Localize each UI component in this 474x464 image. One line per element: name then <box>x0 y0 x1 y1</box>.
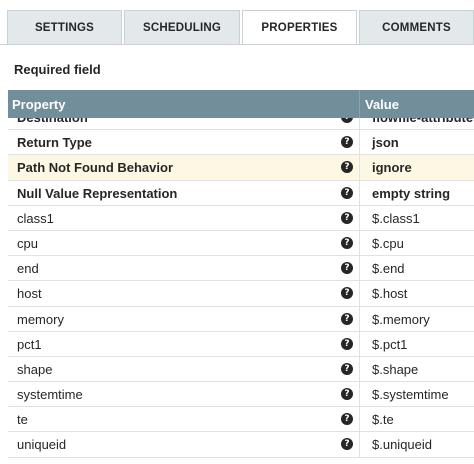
table-header <box>8 90 474 118</box>
help-icon[interactable]: ? <box>341 237 353 249</box>
property-name: Return Type <box>17 135 92 151</box>
table-row[interactable] <box>8 357 474 382</box>
tab-settings[interactable]: SETTINGS <box>7 10 122 44</box>
property-value[interactable]: empty string <box>372 185 451 201</box>
property-value[interactable]: $.systemtime <box>372 387 449 403</box>
help-icon[interactable]: ? <box>341 136 353 148</box>
tab-comments[interactable]: COMMENTS <box>359 10 474 44</box>
column-divider <box>359 231 360 255</box>
help-icon[interactable]: ? <box>341 187 353 199</box>
property-name: host <box>17 286 42 302</box>
property-name: end <box>17 261 39 277</box>
help-icon[interactable]: ? <box>341 313 353 325</box>
help-icon[interactable]: ? <box>341 161 353 173</box>
column-header-value[interactable]: Value <box>365 97 399 112</box>
help-icon[interactable]: ? <box>341 338 353 350</box>
table-row[interactable] <box>8 307 474 332</box>
property-name: uniqueid <box>17 437 67 453</box>
required-field-label: Required field <box>14 62 101 77</box>
property-value[interactable]: $.cpu <box>372 235 404 251</box>
property-name: pct1 <box>17 336 42 352</box>
property-name: Null Value Representation <box>17 185 178 201</box>
column-divider <box>359 90 360 118</box>
property-name: Path Not Found Behavior <box>17 160 173 176</box>
property-name: te <box>17 412 28 428</box>
table-row[interactable] <box>8 407 474 432</box>
column-header-property[interactable]: Property <box>12 97 66 112</box>
column-divider <box>359 332 360 356</box>
property-value[interactable]: $.te <box>372 412 394 428</box>
table-row[interactable] <box>8 382 474 407</box>
tab-scheduling[interactable]: SCHEDULING <box>124 10 240 44</box>
property-value[interactable]: json <box>372 135 399 151</box>
property-value[interactable]: $.shape <box>372 361 419 377</box>
help-icon[interactable]: ? <box>341 287 353 299</box>
column-divider <box>359 281 360 305</box>
property-value[interactable]: $.end <box>372 261 405 277</box>
property-value[interactable]: $.host <box>372 286 408 302</box>
column-divider <box>359 130 360 154</box>
property-name: shape <box>17 361 53 377</box>
help-icon[interactable]: ? <box>341 438 353 450</box>
property-value[interactable]: $.class1 <box>372 210 420 226</box>
tab-bar <box>0 0 474 45</box>
table-row[interactable] <box>8 181 474 206</box>
table-row[interactable] <box>8 231 474 256</box>
property-name: cpu <box>17 235 38 251</box>
table-row[interactable] <box>8 256 474 281</box>
property-name: memory <box>17 311 64 327</box>
column-divider <box>359 155 360 179</box>
properties-table <box>8 90 474 464</box>
help-icon[interactable]: ? <box>341 388 353 400</box>
property-value[interactable]: $.memory <box>372 311 430 327</box>
property-value[interactable]: $.pct1 <box>372 336 408 352</box>
column-divider <box>359 206 360 230</box>
table-row[interactable] <box>8 432 474 457</box>
column-divider <box>359 307 360 331</box>
column-divider <box>359 357 360 381</box>
column-divider <box>359 256 360 280</box>
help-icon[interactable]: ? <box>341 262 353 274</box>
property-name: class1 <box>17 210 54 226</box>
help-icon[interactable]: ? <box>341 212 353 224</box>
column-divider <box>359 432 360 456</box>
properties-table-body[interactable] <box>8 105 474 458</box>
help-icon[interactable]: ? <box>341 413 353 425</box>
column-divider <box>359 407 360 431</box>
table-row[interactable] <box>8 130 474 155</box>
table-row[interactable] <box>8 206 474 231</box>
tab-underline <box>0 44 474 45</box>
column-divider <box>359 181 360 205</box>
property-name: systemtime <box>17 387 83 403</box>
column-divider <box>359 382 360 406</box>
property-value[interactable]: $.uniqueid <box>372 437 432 453</box>
table-row[interactable] <box>8 281 474 306</box>
table-row[interactable] <box>8 332 474 357</box>
table-row[interactable] <box>8 155 474 180</box>
help-icon[interactable]: ? <box>341 363 353 375</box>
tab-properties[interactable]: PROPERTIES <box>242 10 357 45</box>
property-value[interactable]: ignore <box>372 160 412 176</box>
